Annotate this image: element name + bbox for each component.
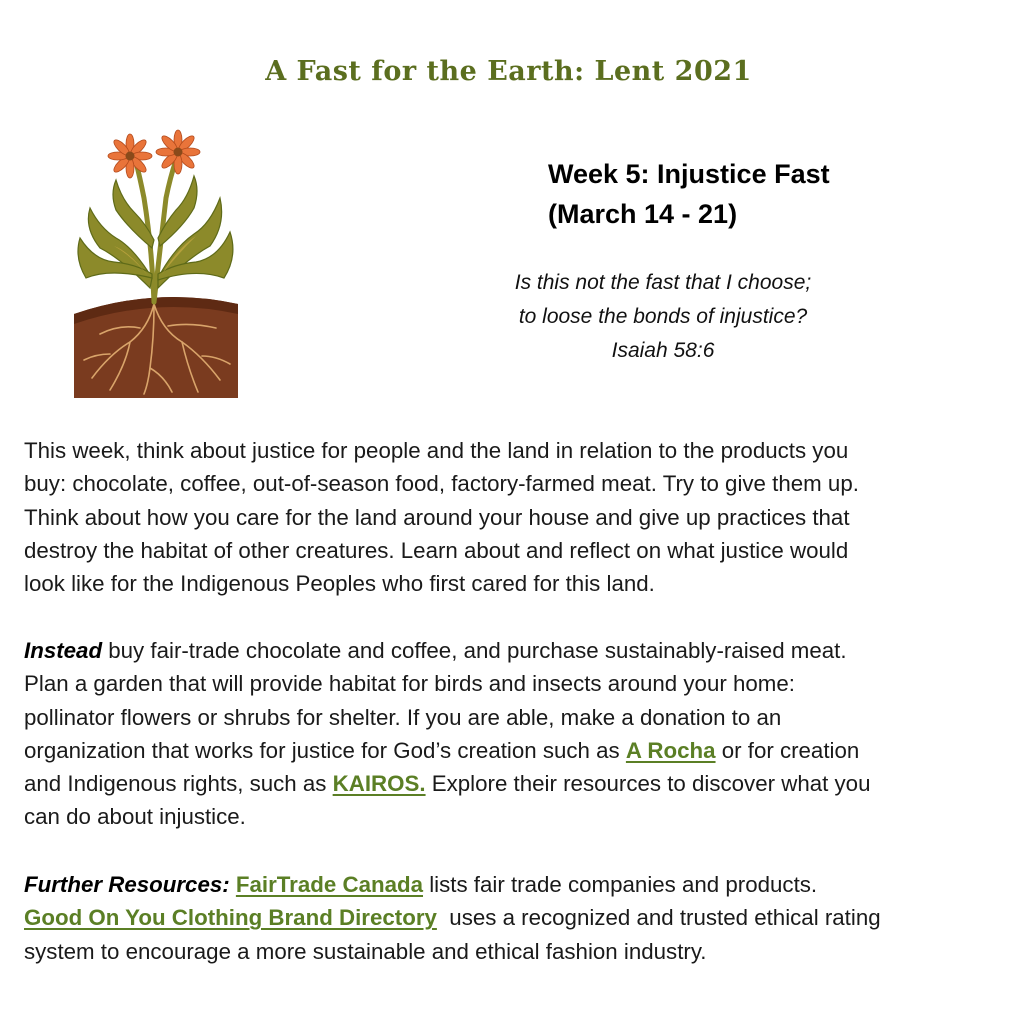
quote-line-1: Is this not the fast that I choose;	[514, 271, 812, 294]
paragraph-line: buy: chocolate, coffee, out-of-season food, factory-farmed meat. Try to give them up.	[24, 471, 859, 497]
plant-with-roots-icon	[70, 128, 242, 400]
week-dates: (March 14 - 21)	[548, 199, 738, 229]
paragraph-text: or for creation	[715, 737, 860, 763]
page-title: A Fast for the Earth: Lent 2021	[265, 56, 752, 87]
paragraph-line: Think about how you care for the land around your house and give up practices that	[24, 504, 850, 530]
good-on-you-link[interactable]: Good On You Clothing Brand Directory	[24, 905, 437, 931]
a-rocha-link[interactable]: A Rocha	[625, 737, 716, 763]
resources-lead: Further Resources:	[24, 872, 230, 897]
paragraph-text: uses a recognized and trusted ethical rating	[436, 905, 881, 931]
kairos-link[interactable]: KAIROS.	[332, 771, 426, 797]
instead-paragraph	[24, 634, 999, 834]
paragraph-line	[24, 734, 999, 767]
paragraph-line: system to encourage a more sustainable and ethical fashion industry.	[24, 938, 707, 964]
paragraph-text: organization that works for justice for God’s creation such as	[24, 737, 626, 763]
fairtrade-canada-link[interactable]: FairTrade Canada	[235, 872, 424, 897]
week-title: Week 5: Injustice Fast	[548, 159, 830, 189]
paragraph-line: pollinator flowers or shrubs for shelter. If you are able, make a donation to an	[24, 704, 782, 730]
paragraph-line	[24, 767, 999, 800]
paragraph-line: can do about injustice.	[24, 804, 246, 830]
paragraph-text: and Indigenous rights, such as	[24, 771, 333, 797]
week-heading	[548, 154, 830, 234]
paragraph-text: buy fair-trade chocolate and coffee, and purchase sustainably-raised meat.	[102, 638, 847, 663]
resources-paragraph	[24, 868, 999, 968]
paragraph-text: Explore their resources to discover what you	[425, 771, 871, 797]
paragraph-line: This week, think about justice for people and the land in relation to the products you	[24, 438, 849, 463]
instead-lead: Instead	[24, 638, 103, 663]
quote-line-2: to loose the bonds of injustice?	[518, 305, 808, 328]
quote-citation: Isaiah 58:6	[611, 339, 715, 362]
paragraph-line: Plan a garden that will provide habitat for birds and insects around your home:	[24, 671, 795, 697]
paragraph-line	[24, 868, 999, 901]
paragraph-line: look like for the Indigenous Peoples who first cared for this land.	[24, 571, 655, 597]
scripture-quote	[455, 266, 871, 368]
paragraph-line	[24, 634, 999, 667]
paragraph-text: lists fair trade companies and products.	[423, 872, 818, 897]
paragraph-line: destroy the habitat of other creatures. Learn about and reflect on what justice would	[24, 537, 849, 563]
intro-paragraph	[24, 434, 999, 600]
paragraph-line	[24, 901, 999, 934]
